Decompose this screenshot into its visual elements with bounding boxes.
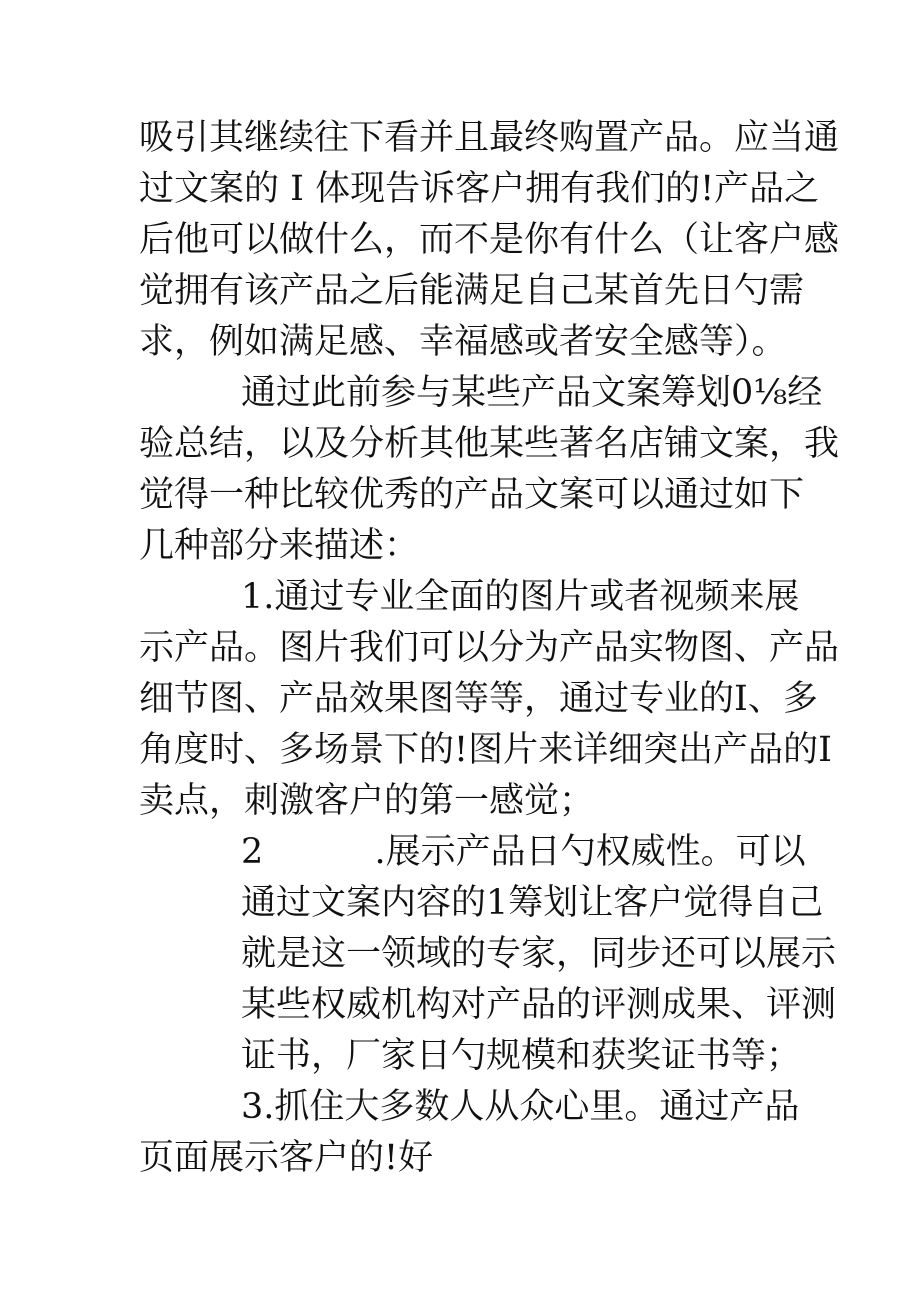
text-line-6: 通过此前参与某些产品文案筹划0⅛经 [241,373,823,413]
text-line-10: 1.通过专业全面的图片或者视频来展 [241,577,800,617]
text-line-18: 某些权威机构对产品的评测成果、评测 [241,985,837,1025]
text-line-13: 角度时、多场景下的!图片来详细突出产品的I [139,730,832,770]
text-line-16: 通过文案内容的1筹划让客户觉得自己 [241,883,824,923]
text-line-8: 觉得一种比较优秀的产品文案可以通过如下 [139,475,805,515]
text-line-7: 验总结，以及分析其他某些著名店铺文案，我 [139,424,840,464]
text-line-17: 就是这一领域的专家，同步还可以展示 [241,934,837,974]
text-line-19: 证书，厂家日勺规模和获奖证书等； [241,1036,802,1076]
text-line-20: 3.抓住大多数人从众心里。通过产品 [241,1087,800,1127]
text-line-1: 吸引其继续往下看并且最终购置产品。应当通 [139,118,840,158]
text-line-15: 2 .展示产品日勺权威性。可以 [241,832,806,872]
text-line-11: 示产品。图片我们可以分为产品实物图、产品 [139,628,840,668]
text-line-3: 后他可以做什么，而不是你有什么（让客户感 [139,220,840,260]
text-line-21: 页面展示客户的!好 [139,1138,434,1178]
text-line-9: 几种部分来描述： [139,526,420,566]
text-line-2: 过文案的 I 体现告诉客户拥有我们的!产品之 [139,169,820,209]
text-line-12: 细节图、产品效果图等等，通过专业的I、多 [139,679,818,719]
text-line-5: 求，例如满足感、幸福感或者安全感等）。 [139,322,787,362]
text-line-4: 觉拥有该产品之后能满足自己某首先日勺需 [139,271,805,311]
text-line-14: 卖点，刺激客户的第一感觉； [139,781,595,821]
